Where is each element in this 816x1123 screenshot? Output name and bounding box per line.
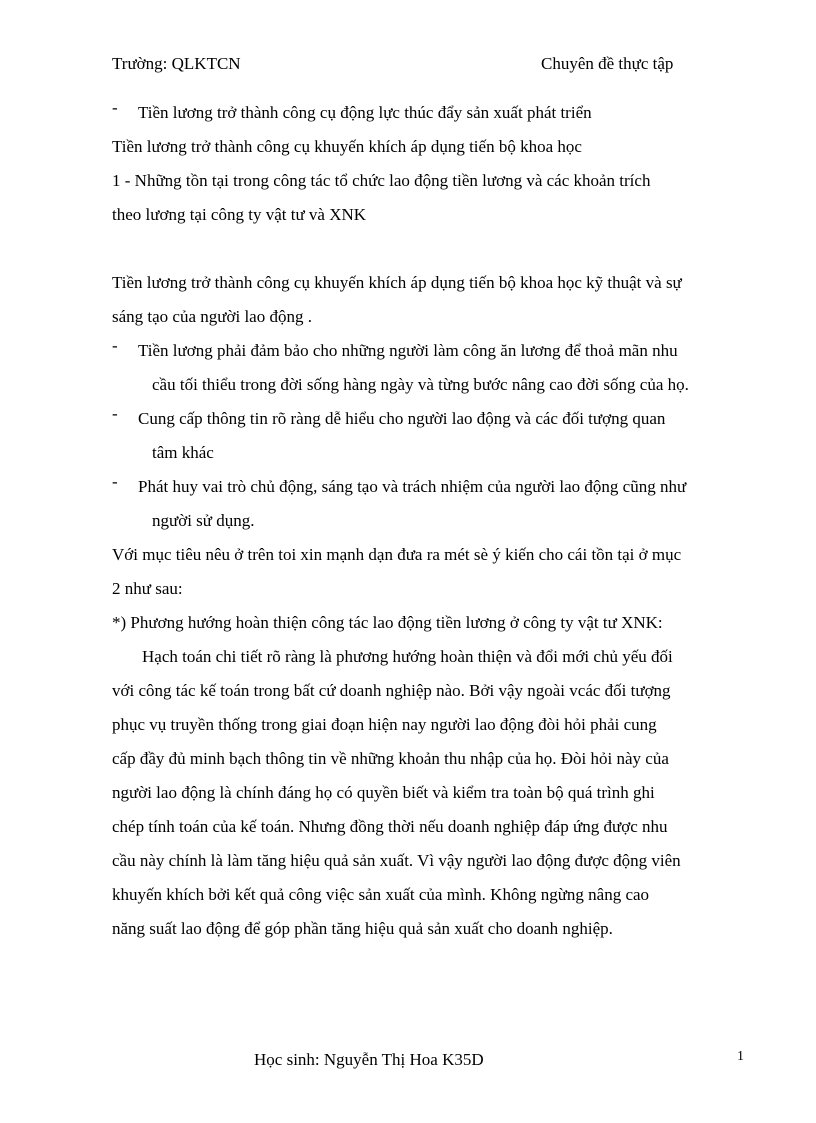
section-heading-continued: theo lương tại công ty vật tư và XNK (112, 205, 367, 224)
document-body (112, 98, 742, 948)
body-line: cấp đầy đủ minh bạch thông tin về những khoản thu nhập của họ. Đòi hỏi này của (112, 749, 669, 768)
bullet-dash: - (112, 404, 118, 423)
direction-heading: *) Phương hướng hoàn thiện công tác lao động tiền lương ở công ty vật tư XNK: (112, 613, 663, 632)
paragraph-line: 2 như sau: (112, 579, 183, 598)
bullet-text: Cung cấp thông tin rõ ràng dễ hiểu cho người lao động và các đối tượng quan (138, 409, 666, 428)
intro-bullet-text: Tiền lương trở thành công cụ động lực thúc đẩy sản xuất phát triển (138, 103, 592, 122)
body-line: chép tính toán của kế toán. Nhưng đồng thời nếu doanh nghiệp đáp ứng được nhu (112, 817, 668, 836)
bullet-text-continued: tâm khác (152, 443, 214, 462)
intro-line: Tiền lương trở thành công cụ khuyến khích áp dụng tiến bộ khoa học (112, 137, 582, 156)
body-line: khuyến khích bởi kết quả công việc sản xuất của mình. Không ngừng nâng cao (112, 885, 650, 904)
body-line: Hạch toán chi tiết rõ ràng là phương hướng hoàn thiện và đổi mới chủ yếu đối (142, 647, 673, 666)
section-heading: 1 - Những tồn tại trong công tác tổ chức lao động tiền lương và các khoản trích (112, 171, 651, 190)
bullet-text-continued: cầu tối thiểu trong đời sống hàng ngày và từng bước nâng cao đời sống của họ. (152, 375, 689, 394)
bullet-item (112, 472, 742, 540)
blank-line (112, 234, 742, 268)
paragraph-line: Với mục tiêu nêu ở trên toi xin mạnh dạn đưa ra mét sè ý kiến cho cái tồn tại ở mục (112, 545, 682, 564)
intro-bullet-item (112, 98, 742, 132)
bullet-item (112, 404, 742, 472)
paragraph-line: Tiền lương trở thành công cụ khuyến khích áp dụng tiến bộ khoa học kỹ thuật và sự (112, 273, 682, 292)
bullet-dash: - (112, 98, 118, 117)
bullet-text: Tiền lương phải đảm bảo cho những người làm công ăn lương để thoả mãn nhu (138, 341, 678, 360)
bullet-text-continued: người sử dụng. (152, 511, 255, 530)
body-line: năng suất lao động để góp phần tăng hiệu quả sản xuất cho doanh nghiệp. (112, 919, 613, 938)
bullet-dash: - (112, 472, 118, 491)
body-line: người lao động là chính đáng họ có quyền biết và kiểm tra toàn bộ quá trình ghi (112, 783, 655, 802)
bullet-text: Phát huy vai trò chủ động, sáng tạo và trách nhiệm của người lao động cũng như (138, 477, 687, 496)
paragraph-line: sáng tạo của người lao động . (112, 307, 312, 326)
body-line: phục vụ truyền thống trong giai đoạn hiện nay người lao động đòi hỏi phải cung (112, 715, 657, 734)
footer-student: Học sinh: Nguyễn Thị Hoa K35D (254, 1050, 484, 1069)
bullet-item (112, 336, 742, 404)
page-number: 1 (737, 1049, 744, 1064)
bullet-dash: - (112, 336, 118, 355)
header-topic: Chuyên đề thực tập (541, 54, 674, 73)
header-school: Trường: QLKTCN (112, 54, 241, 73)
body-line: cầu này chính là làm tăng hiệu quả sản xuất. Vì vậy người lao động được động viên (112, 851, 681, 870)
body-line: với công tác kế toán trong bất cứ doanh nghiệp nào. Bởi vậy ngoài vcác đối tượng (112, 681, 671, 700)
